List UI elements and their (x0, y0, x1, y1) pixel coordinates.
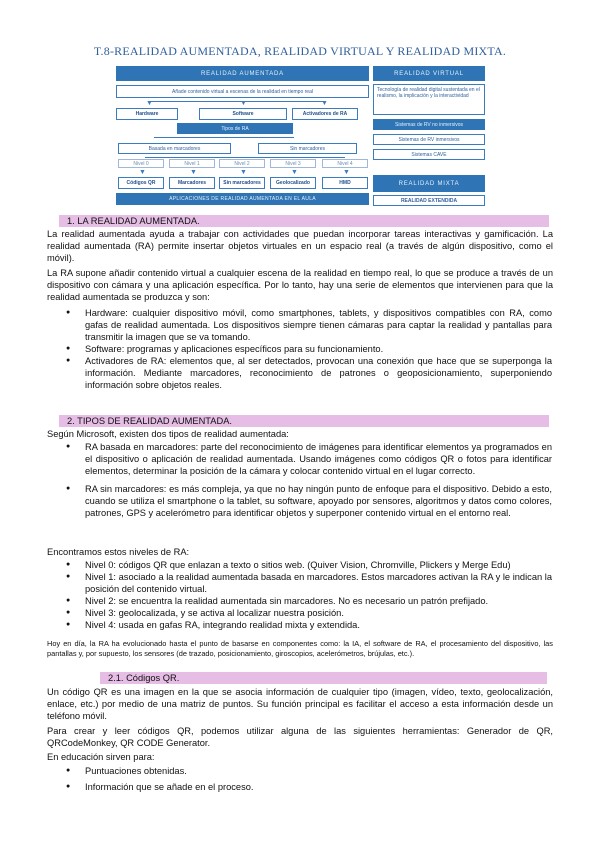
section-2-types (85, 441, 552, 519)
section-1-heading-text: 1. LA REALIDAD AUMENTADA. (67, 216, 200, 226)
type-marker-based: Basada en marcadores (118, 143, 231, 154)
list-item: ● Nivel 3: geolocalizada, y se activa al localizar nuestra posición. (85, 607, 552, 619)
section-1-paragraph-1: La realidad aumentada ayuda a trabajar con actividades que puedan incorporar tareas interactivas y gamificación. La realidad aumentada (RA) permite insertar objetos virtuales en un espacio real (a través de algún dispositivo, como el móvil). (47, 229, 553, 263)
list-item: ● Nivel 0: códigos QR que enlazan a texto o sitios web. (Quiver Vision, Chromville, Plickers y Merge Edu) (85, 559, 552, 571)
section-2-heading (59, 415, 549, 427)
list-item: ● Nivel 4: usada en gafas RA, integrando realidad mixta y extendida. (85, 619, 552, 631)
list-item: ● Información que se añade en el proceso. (85, 781, 552, 793)
section-2-intro: Según Microsoft, existen dos tipos de realidad aumentada: (47, 429, 289, 439)
rm-header: REALIDAD MIXTA (373, 175, 485, 192)
rv-system-immersive: Sistemas de RV inmersivos (373, 134, 485, 145)
level-name-geo: Geolocalizado (270, 177, 316, 189)
re-label: REALIDAD EXTENDIDA (373, 195, 485, 206)
level-name-markerless: Sin marcadores (219, 177, 265, 189)
levels-list (85, 559, 552, 631)
level-name-markers: Marcadores (169, 177, 215, 189)
list-item: ● RA sin marcadores: es más compleja, ya que no hay ningún punto de enfoque para el dispositivo. Debido a esto, cuando se utiliza el smartphone o la tablet, su software, apoyado por sensores, algoritmos y datos como colores, patrones, GPS y acelerómetro para identificar objetos y superponer contenido virtual en el entorno real. (85, 483, 552, 519)
list-item: ● Hardware: cualquier dispositivo móvil, como smartphones, tablets, y dispositivos compatibles con RA, como gafas de realidad aumentada. Los dispositivos siempre tienen cámaras para captar la realidad y pantallas para transmitir la imagen que se va tomando. (85, 307, 552, 343)
level-name-qr: Códigos QR (118, 177, 164, 189)
section-2-1-paragraph-2: Para crear y leer códigos QR, podemos utilizar alguna de las siguientes herramientas: Generador de QR, QRCodeMonkey, QR CODE Generator. (47, 726, 553, 748)
level-name-hmd: HMD (322, 177, 368, 189)
levels-intro: Encontramos estos niveles de RA: (47, 547, 190, 557)
ra-header: REALIDAD AUMENTADA (116, 66, 369, 81)
list-item: ● Activadores de RA: elementos que, al ser detectados, provocan una conexión que hace que se superponga la información. Mediante marcadores, reconocimiento de patrones o geoposicionamiento, superponiendo información sobre objetos reales. (85, 355, 552, 391)
section-2-1-paragraph-3: En educación sirven para: (47, 752, 155, 762)
rv-definition: Tecnología de realidad digital sustentada en el realismo, la implicación y la interactividad (373, 84, 485, 115)
section-2-heading-text: 2. TIPOS DE REALIDAD AUMENTADA. (67, 416, 232, 426)
level-1: Nivel 1 (169, 159, 215, 168)
section-2-1-heading: 2.1. Códigos QR. (100, 672, 547, 684)
rv-system-non-immersive: Sistemas de RV no inmersivos (373, 119, 485, 130)
section-2-1-list (85, 765, 552, 793)
list-item: ● Puntuaciones obtenidas. (85, 765, 552, 777)
diagram-footer: APLICACIONES DE REALIDAD AUMENTADA EN EL AULA (116, 193, 369, 205)
list-item: ● RA basada en marcadores: parte del reconocimiento de imágenes para identificar elementos ya programados en el dispositivo o aplicación de realidad aumentada. Usando imágenes como códigos QR o fotos para identificar elementos, determinar la posición de la cámara y colocar contenido virtual en el lugar correcto. (85, 441, 552, 477)
component-software: Software (199, 108, 287, 120)
rv-system-cave: Sistemas CAVE (373, 149, 485, 160)
level-4: Nivel 4 (322, 159, 368, 168)
component-activadores: Activadores de RA (292, 108, 358, 120)
component-hardware: Hardware (116, 108, 178, 120)
ra-definition: Añade contenido virtual a escenas de la realidad en tiempo real (116, 85, 369, 98)
level-2: Nivel 2 (219, 159, 265, 168)
list-item: ● Nivel 2: se encuentra la realidad aumentada sin marcadores. No es necesario un patrón prefijado. (85, 595, 552, 607)
section-2-note: Hoy en día, la RA ha evolucionado hasta el punto de basarse en componentes como: la IA, el software de RA, el procesamiento del dispositivo, las pantallas y, por supuesto, los sensores (de trazado, posicionamiento, giroscopios, acelerómetros, brújulas, etc.). (47, 639, 553, 658)
section-1-heading (59, 215, 549, 227)
list-item: ● Software: programas y aplicaciones específicos para su funcionamiento. (85, 343, 552, 355)
page-title: T.8-REALIDAD AUMENTADA, REALIDAD VIRTUAL Y REALIDAD MIXTA. (93, 44, 507, 58)
level-0: Nivel 0 (118, 159, 164, 168)
section-1-list (85, 307, 552, 391)
section-1-paragraph-2: La RA supone añadir contenido virtual a cualquier escena de la realidad en tiempo real, lo que se produce a través de un dispositivo con cámara y una aplicación específica. Por lo tanto, hay una serie de elementos que intervienen para que la realidad aumentada se produzca y son: (47, 268, 553, 302)
level-3: Nivel 3 (270, 159, 316, 168)
section-2-1-paragraph-1: Un código QR es una imagen en la que se asocia información de cualquier tipo (imagen, vídeo, texto, geolocalización, enlace, etc.) por medio de una matriz de puntos. Su función principal es facilitar el acceso a esta información desde un teléfono móvil. (47, 687, 553, 721)
rv-header: REALIDAD VIRTUAL (373, 66, 485, 81)
list-item: ● Nivel 1: asociado a la realidad aumentada basada en marcadores. Estos marcadores activan la RA y le indican la posición del contenido virtual. (85, 571, 552, 595)
types-label: Tipos de RA (177, 123, 293, 134)
type-markerless: Sin marcadores (258, 143, 357, 154)
